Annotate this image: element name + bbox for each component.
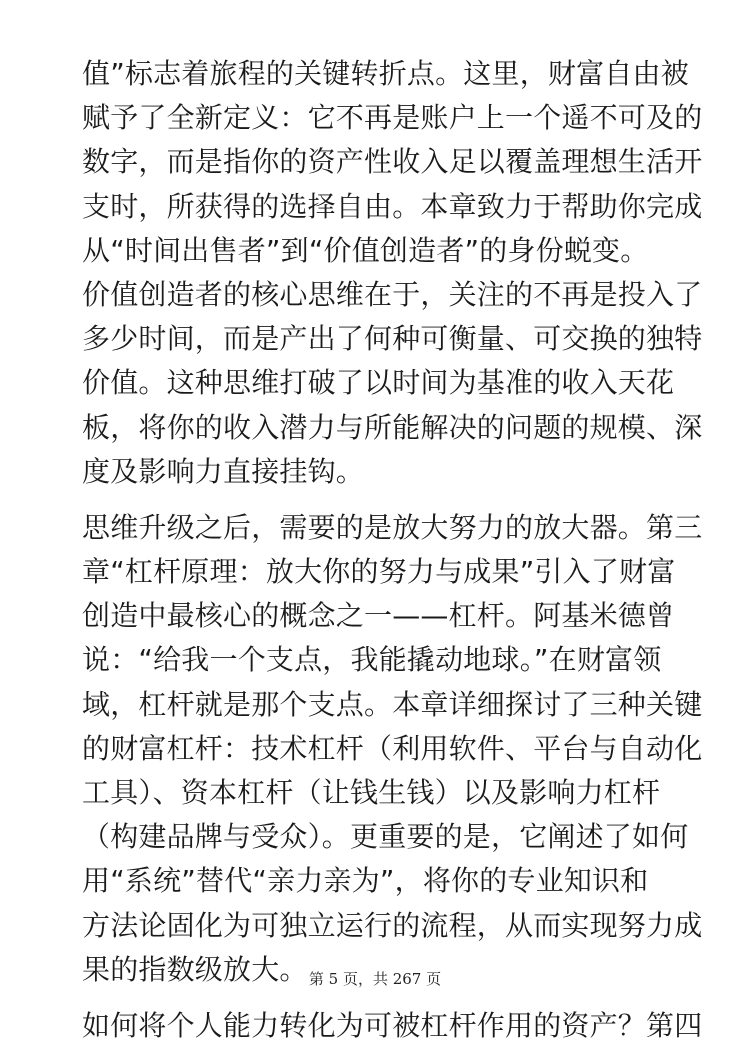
text-line: 说：“给我一个支点，我能撬动地球。”在财富领 bbox=[82, 643, 662, 677]
paragraph-3 bbox=[82, 1004, 703, 1048]
paragraph-2 bbox=[82, 506, 703, 992]
text-line: 度及影响力直接挂钩。 bbox=[82, 454, 365, 488]
text-line: 思维升级之后，需要的是放大努力的放大器。第三 bbox=[82, 510, 703, 544]
text-line: 方法论固化为可独立运行的流程，从而实现努力成 bbox=[82, 908, 703, 942]
text-line: 创造中最核心的概念之一——杠杆。阿基米德曾 bbox=[82, 599, 675, 633]
text-line: 的财富杠杆：技术杠杆（利用软件、平台与自动化 bbox=[82, 731, 703, 765]
paragraph-1 bbox=[82, 52, 703, 494]
text-line: 值”标志着旅程的关键转折点。这里，财富自由被 bbox=[82, 57, 689, 90]
text-line: 如何将个人能力转化为可被杠杆作用的资产？第四 bbox=[82, 1008, 703, 1042]
text-line: 工具）、资本杠杆（让钱生钱）以及影响力杠杆 bbox=[82, 776, 661, 809]
text-line: 域，杠杆就是那个支点。本章详细探讨了三种关键 bbox=[82, 687, 703, 721]
text-line: 从“时间出售者”到“价值创造者”的身份蜕变。 bbox=[82, 233, 649, 267]
page-number-footer: 第 5 页，共 267 页 bbox=[308, 970, 442, 988]
body-text bbox=[82, 52, 703, 1060]
text-line: 多少时间，而是产出了何种可衡量、可交换的独特 bbox=[82, 322, 703, 356]
text-line: 价值。这种思维打破了以时间为基准的收入天花 bbox=[82, 366, 675, 400]
text-line: 板，将你的收入潜力与所能解决的问题的规模、深 bbox=[82, 410, 703, 444]
text-line: （构建品牌与受众）。更重要的是，它阐述了如何 bbox=[82, 820, 689, 854]
text-line: 章“杠杆原理：放大你的努力与成果”引入了财富 bbox=[82, 555, 676, 589]
text-line: 赋予了全新定义：它不再是账户上一个遥不可及的 bbox=[82, 101, 703, 135]
text-line: 用“系统”替代“亲力亲为”，将你的专业知识和 bbox=[82, 864, 649, 898]
text-line: 价值创造者的核心思维在于，关注的不再是投入了 bbox=[82, 277, 703, 311]
text-line: 果的指数级放大。 bbox=[82, 952, 308, 986]
text-line: 数字，而是指你的资产性收入足以覆盖理想生活开 bbox=[82, 145, 703, 179]
text-line: 支时，所获得的选择自由。本章致力于帮助你完成 bbox=[82, 189, 703, 223]
